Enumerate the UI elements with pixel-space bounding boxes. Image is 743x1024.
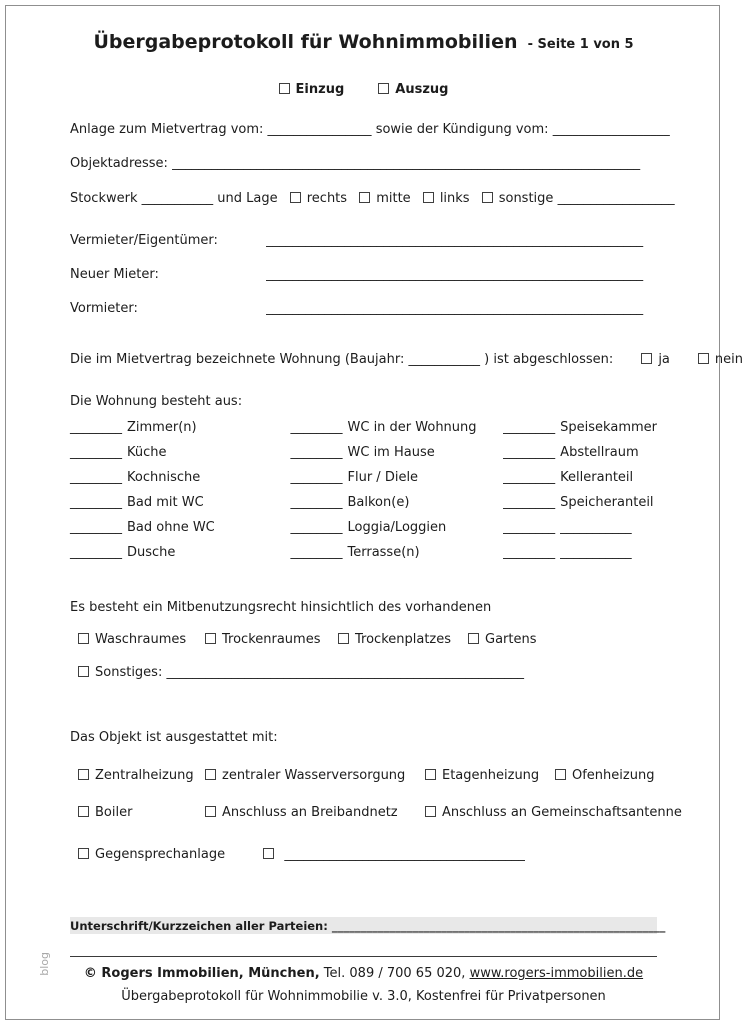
auszug-label: Auszug — [395, 81, 449, 97]
move-type-row — [70, 82, 657, 98]
baujahr-label: Die im Mietvertrag bezeichnete Wohnung (Baujahr: — [70, 351, 405, 367]
mitte-checkbox[interactable] — [359, 192, 370, 203]
room-label: WC in der Wohnung — [347, 420, 477, 435]
garten-label: Gartens — [485, 632, 537, 648]
room-label-blank: ___________ — [560, 545, 632, 560]
wasserversorgung-label: zentraler Wasserversorgung — [222, 768, 406, 783]
shared-use-trockenplatz — [338, 632, 468, 648]
page-indicator: - Seite 1 von 5 — [527, 37, 634, 52]
new-tenant-label: Neuer Mieter: — [70, 267, 159, 282]
abgeschlossen-label: ) ist abgeschlossen: — [484, 351, 614, 367]
room-item — [503, 445, 657, 470]
room-label: WC im Hause — [347, 445, 435, 460]
room-count-blank: ________ — [290, 520, 343, 535]
equipment-row-1 — [70, 768, 657, 784]
room-count-blank: ________ — [503, 495, 556, 510]
position-sonstige — [482, 191, 554, 206]
ja-label: ja — [658, 351, 670, 367]
shared-use-trockenraum — [205, 632, 338, 648]
floor-line — [70, 190, 675, 207]
room-item — [70, 520, 291, 545]
footer-phone: Tel. 089 / 700 65 020, — [323, 966, 466, 982]
room-count-blank: ________ — [290, 545, 343, 560]
room-count-blank: ________ — [503, 445, 556, 460]
contract-attachment-label: Anlage zum Mietvertrag vom: — [70, 122, 264, 137]
shared-use-waschraum — [78, 632, 205, 648]
rooms-column-3 — [503, 420, 657, 570]
gegensprechanlage-label: Gegensprechanlage — [95, 846, 226, 862]
address-blank: ________________________________________________________________________ — [172, 156, 641, 172]
ofenheizung-label: Ofenheizung — [572, 768, 655, 783]
floor-other-blank: __________________ — [557, 190, 675, 206]
waschraum-checkbox[interactable] — [78, 633, 89, 644]
einzug-checkbox[interactable] — [279, 83, 290, 94]
room-count-blank: ________ — [503, 420, 556, 435]
room-label: Speisekammer — [560, 420, 657, 435]
self-contained-line — [70, 351, 743, 368]
room-item — [503, 495, 657, 520]
rooms-heading: Die Wohnung besteht aus: — [70, 393, 243, 409]
room-item — [70, 445, 291, 470]
sonstiges-label: Sonstiges: — [95, 664, 163, 680]
new-tenant-blank: __________________________________________________________ — [266, 267, 644, 282]
move-type-einzug — [279, 82, 345, 98]
room-label: Kelleranteil — [560, 470, 634, 485]
equipment-heading: Das Objekt ist ausgestattet mit: — [70, 729, 278, 745]
equipment-other-checkbox[interactable] — [263, 848, 274, 859]
room-label: Balkon(e) — [347, 495, 410, 510]
equipment-row-2 — [70, 805, 682, 821]
blog-watermark: blog — [38, 952, 51, 976]
equipment-ofenheizung — [555, 768, 657, 784]
baujahr-blank: ___________ — [408, 351, 480, 367]
equipment-boiler — [78, 805, 205, 821]
sonstiges-checkbox[interactable] — [78, 666, 89, 677]
room-item — [291, 470, 504, 495]
room-item — [503, 420, 657, 445]
termination-blank: __________________ — [552, 122, 670, 137]
footer-website-link[interactable]: www.rogers-immobilien.de — [469, 966, 644, 982]
room-item — [70, 420, 291, 445]
trockenplatz-checkbox[interactable] — [338, 633, 349, 644]
room-count-blank: ________ — [290, 420, 343, 435]
trockenplatz-label: Trockenplatzes — [355, 632, 452, 648]
waschraum-label: Waschraumes — [95, 632, 187, 648]
self-contained-text — [70, 352, 613, 368]
address-line — [70, 156, 657, 172]
room-count-blank: ________ — [70, 495, 122, 510]
shared-use-row — [70, 632, 657, 648]
room-label: Flur / Diele — [347, 470, 419, 485]
gemeinschaftsantenne-checkbox[interactable] — [425, 806, 436, 817]
document-page — [70, 5, 743, 1006]
room-item — [70, 495, 291, 520]
room-count-blank: ________ — [290, 470, 343, 485]
previous-tenant-blank: __________________________________________________________ — [266, 301, 644, 317]
wasserversorgung-checkbox[interactable] — [205, 769, 216, 780]
shared-use-heading: Es besteht ein Mitbenutzungsrecht hinsichtlich des vorhandenen — [70, 600, 492, 615]
rooms-grid — [70, 420, 657, 570]
room-item — [291, 420, 504, 445]
room-label: Kochnische — [127, 470, 201, 485]
links-label: links — [439, 190, 470, 206]
room-label: Terrasse(n) — [347, 545, 420, 560]
address-label: Objektadresse: — [70, 156, 168, 172]
garten-checkbox[interactable] — [468, 633, 479, 644]
trockenraum-checkbox[interactable] — [205, 633, 216, 644]
sonstige-label: sonstige — [498, 190, 554, 206]
room-label: Küche — [127, 445, 167, 460]
equipment-etagenheizung — [425, 768, 555, 784]
room-count-blank: ________ — [70, 520, 122, 535]
room-item — [503, 520, 657, 545]
room-count-blank: ________ — [503, 470, 556, 485]
room-label: Zimmer(n) — [127, 420, 197, 435]
sonstige-checkbox[interactable] — [482, 192, 493, 203]
footer-contact-line — [70, 966, 657, 982]
equipment-breitbandnetz — [205, 805, 425, 821]
gegensprechanlage-checkbox[interactable] — [78, 848, 89, 859]
sonstiges-blank: _______________________________________________________ — [166, 664, 524, 680]
footer-version-line: Übergabeprotokoll für Wohnimmobilie v. 3.0, Kostenfrei für Privatpersonen — [121, 989, 606, 1005]
room-count-blank: ________ — [70, 545, 122, 560]
contract-line — [70, 122, 670, 138]
breitbandnetz-label: Anschluss an Breibandnetz — [222, 805, 398, 821]
etagenheizung-checkbox[interactable] — [425, 769, 436, 780]
document-title: Übergabeprotokoll für Wohnimmobilien — [93, 31, 518, 53]
room-count-blank: ________ — [70, 470, 122, 485]
links-checkbox[interactable] — [423, 192, 434, 203]
floor-blank: ___________ — [141, 190, 214, 206]
room-item — [291, 545, 504, 570]
room-label: Dusche — [127, 545, 176, 560]
room-item — [70, 470, 291, 495]
room-item — [503, 470, 657, 495]
room-label: Loggia/Loggien — [347, 520, 447, 535]
landlord-label: Vermieter/Eigentümer: — [70, 232, 218, 248]
signature-row — [70, 917, 666, 934]
nein-checkbox[interactable] — [698, 353, 709, 364]
floor-label: Stockwerk — [70, 190, 138, 206]
trockenraum-label: Trockenraumes — [222, 632, 321, 648]
shared-use-other-row — [70, 665, 657, 681]
room-label: Bad mit WC — [127, 495, 204, 510]
room-item — [503, 545, 657, 570]
room-item — [291, 445, 504, 470]
zentralheizung-checkbox[interactable] — [78, 769, 89, 780]
termination-label: sowie der Kündigung vom: — [375, 122, 549, 137]
ja-checkbox[interactable] — [641, 353, 652, 364]
room-label-blank: ___________ — [560, 520, 632, 535]
move-type-auszug — [378, 82, 448, 98]
position-mitte — [359, 191, 410, 206]
rooms-column-1 — [70, 420, 291, 570]
zentralheizung-label: Zentralheizung — [95, 768, 194, 783]
rechts-checkbox[interactable] — [290, 192, 301, 203]
position-label: und Lage — [217, 190, 278, 206]
einzug-label: Einzug — [295, 81, 345, 97]
rechts-label: rechts — [306, 190, 348, 206]
room-count-blank: ________ — [70, 420, 122, 435]
room-count-blank: ________ — [290, 495, 343, 510]
contract-attachment-blank: ________________ — [267, 122, 372, 137]
room-item — [70, 545, 291, 570]
landlord-blank: __________________________________________________________ — [266, 232, 644, 248]
landlord-row — [70, 233, 657, 249]
new-tenant-row — [70, 267, 657, 283]
equipment-zentralheizung — [78, 768, 205, 784]
etagenheizung-label: Etagenheizung — [442, 768, 540, 783]
position-rechts — [290, 191, 347, 206]
room-label: Bad ohne WC — [127, 520, 215, 535]
previous-tenant-row — [70, 301, 657, 317]
footer-company: © Rogers Immobilien, München, — [83, 966, 320, 982]
mitte-label: mitte — [376, 190, 411, 206]
room-label: Abstellraum — [560, 445, 639, 460]
room-item — [291, 520, 504, 545]
boiler-checkbox[interactable] — [78, 806, 89, 817]
abgeschlossen-nein — [698, 352, 743, 368]
shared-use-garten — [468, 632, 657, 648]
abgeschlossen-ja — [641, 352, 670, 368]
room-label: Speicheranteil — [560, 495, 654, 510]
auszug-checkbox[interactable] — [378, 83, 389, 94]
room-count-blank: ________ — [503, 520, 556, 535]
equipment-gemeinschaftsantenne — [425, 805, 682, 821]
signature-blank: __________________________________________________________ — [331, 918, 666, 933]
rooms-column-2 — [291, 420, 504, 570]
footer — [70, 956, 657, 1006]
boiler-label: Boiler — [95, 805, 133, 821]
page-title — [70, 31, 657, 55]
ofenheizung-checkbox[interactable] — [555, 769, 566, 780]
room-count-blank: ________ — [503, 545, 556, 560]
equipment-row-3 — [70, 847, 657, 863]
room-count-blank: ________ — [290, 445, 343, 460]
room-item — [291, 495, 504, 520]
room-count-blank: ________ — [70, 445, 122, 460]
equipment-other-blank: _____________________________________ — [284, 846, 525, 862]
previous-tenant-label: Vormieter: — [70, 301, 138, 317]
breitbandnetz-checkbox[interactable] — [205, 806, 216, 817]
gemeinschaftsantenne-label: Anschluss an Gemeinschaftsantenne — [442, 805, 682, 821]
position-links — [423, 191, 470, 206]
signature-label: Unterschrift/Kurzzeichen aller Parteien: — [70, 918, 328, 933]
equipment-wasserversorgung — [205, 768, 425, 784]
nein-label: nein — [714, 351, 743, 367]
